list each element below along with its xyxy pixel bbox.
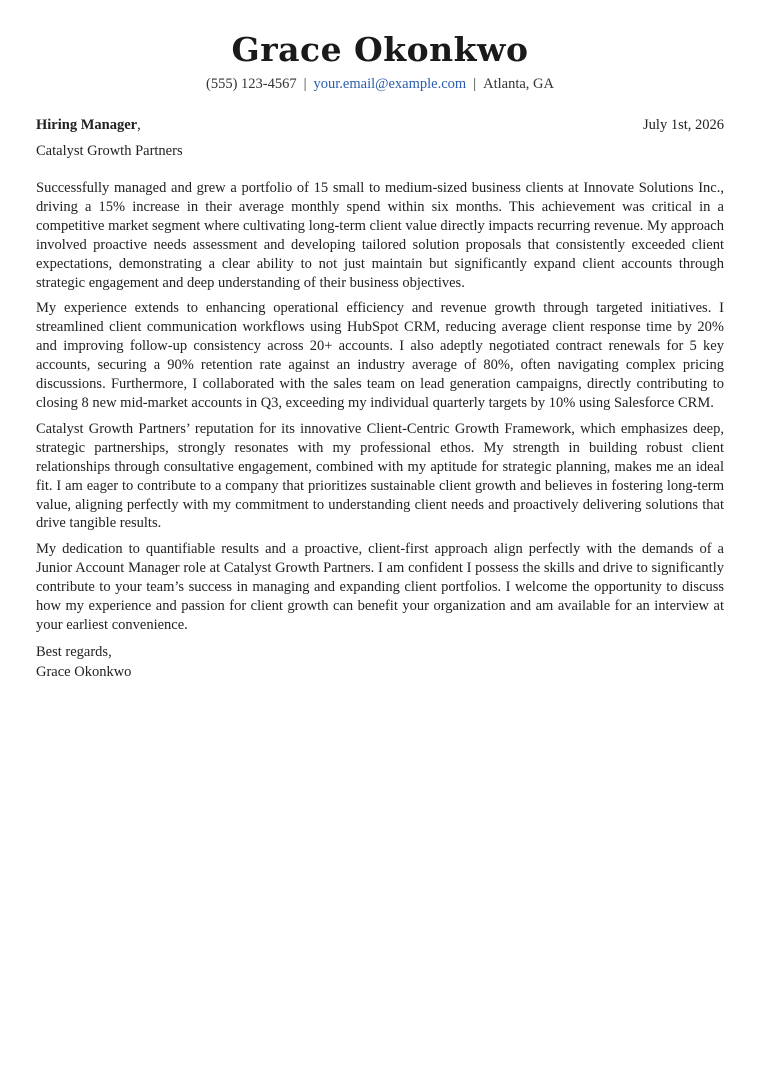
body-paragraph: Successfully managed and grew a portfolio of 15 small to medium-sized business clients at Innovate Solutions Inc., driving a 15% increase in their average monthly spend within six months. This achievement was critical in a competitive market segment where cultivating long-term client value directly impacts recurring revenue. My approach involved proactive needs assessment and developing tailored solution proposals that consistently exceeded client expectations, demonstrating a clear ability to not just maintain but significantly expand client accounts through strategic engagement and deep understanding of their business objectives.	[36, 180, 724, 291]
recipient-title-comma: ,	[137, 117, 141, 133]
recipient-company: Catalyst Growth Partners	[36, 143, 183, 159]
signature: Grace Okonkwo	[36, 663, 132, 680]
location: Atlanta, GA	[483, 76, 554, 92]
body-paragraph: My dedication to quantifiable results and a proactive, client-first approach align perfectly with the demands of a Junior Account Manager role at Catalyst Growth Partners. I am confident I possess the skills and drive to significantly contribute to your team’s success in managing and expanding client portfolios. I welcome the opportunity to discuss how my experience and passion for client growth can benefit your organization and am available for an interview at your earliest convenience.	[36, 541, 724, 633]
recipient-block	[36, 115, 141, 135]
body-paragraph: My experience extends to enhancing operational efficiency and revenue growth through targeted initiatives. I streamlined client communication workflows using HubSpot CRM, reducing average client response time by 20% and improving follow-up consistency across 20+ accounts. I also adeptly negotiated contract renewals for 5 key accounts, securing a 90% retention rate against an industry average of 80%, often navigating complex pricing discussions. Furthermore, I collaborated with the sales team on lead generation campaigns, directly contributing to closing 8 new mid-market accounts in Q3, exceeding my individual quarterly targets by 10% using Salesforce CRM.	[36, 300, 724, 411]
letter-date: July 1st, 2026	[643, 117, 724, 133]
body-paragraph: Catalyst Growth Partners’ reputation for its innovative Client-Centric Growth Framework, which emphasizes deep, strategic partnerships, strongly resonates with my professional ethos. My strength in building robust client relationships through consultative engagement, combined with my aptitude for strategic planning, makes me an ideal fit. I am eager to contribute to a company that prioritizes sustainable client growth and believes in fostering long-term value, aligning perfectly with my commitment to understanding client needs and proactively delivering solutions that drive tangible results.	[36, 420, 724, 532]
contact-separator: |	[303, 76, 307, 92]
applicant-name: Grace Okonkwo	[231, 30, 529, 69]
letter-body	[36, 179, 724, 635]
phone-number: (555) 123-4567	[206, 76, 297, 92]
closing-salutation: Best regards,	[36, 643, 112, 660]
recipient-date-row	[36, 115, 724, 135]
recipient-title: Hiring Manager	[36, 117, 138, 133]
contact-line	[36, 74, 724, 94]
contact-separator: |	[473, 76, 477, 92]
email-link[interactable]: your.email@example.com	[313, 76, 467, 92]
